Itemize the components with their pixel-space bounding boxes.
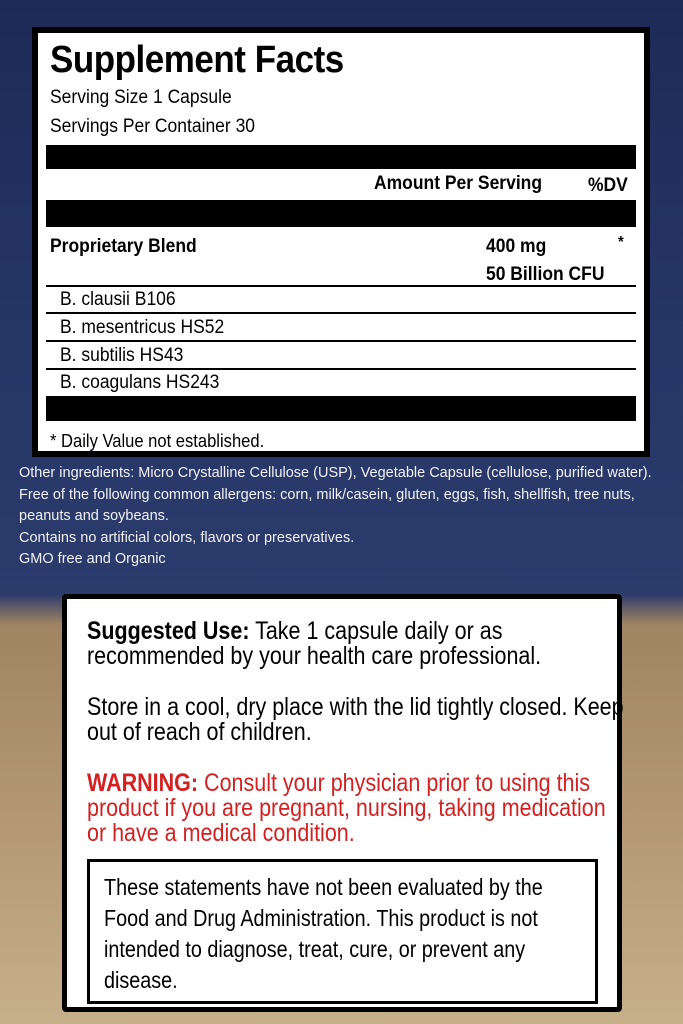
serving-size: Serving Size 1 Capsule <box>50 87 232 108</box>
blend-name: Proprietary Blend <box>50 236 197 257</box>
suggested-use-panel <box>62 594 622 1012</box>
rule <box>46 285 636 287</box>
gmo-statement: GMO free and Organic <box>19 551 166 567</box>
other-ingredients: Other ingredients: Micro Crystalline Cellulose (USP), Vegetable Capsule (cellulose, purified water). <box>19 465 652 481</box>
dv-header: %DV <box>588 175 628 196</box>
fda-disclaimer-text: These statements have not been evaluated by the Food and Drug Administration. This product is not intended to diagnose, treat, cure, or prevent any disease. <box>104 874 543 993</box>
warning-label: WARNING: <box>87 769 199 797</box>
amount-per-serving-header: Amount Per Serving <box>374 173 543 194</box>
suggested-use-text: Take 1 capsule daily or as recommended by your health care professional. <box>87 617 542 670</box>
daily-value-footnote: * Daily Value not established. <box>50 431 265 451</box>
rule <box>46 312 636 314</box>
suggested-use-paragraph <box>87 619 620 669</box>
thick-rule-middle <box>46 200 636 227</box>
storage-paragraph: Store in a cool, dry place with the lid tightly closed. Keep out of reach of children. <box>87 693 624 746</box>
thick-rule-bottom <box>46 396 636 421</box>
blend-amount: 400 mg <box>486 236 547 257</box>
ingredient-notes <box>19 463 669 571</box>
ingredient-row: B. subtilis HS43 <box>60 345 184 366</box>
suggested-use-label: Suggested Use: <box>87 617 250 645</box>
blend-cfu: 50 Billion CFU <box>486 264 605 285</box>
rule <box>46 368 636 370</box>
fda-disclaimer-box <box>87 859 598 1004</box>
thick-rule-top <box>46 145 636 169</box>
blend-dv: * <box>618 234 624 251</box>
warning-paragraph <box>87 771 620 846</box>
servings-per-container: Servings Per Container 30 <box>50 116 256 137</box>
facts-title: Supplement Facts <box>50 39 344 81</box>
ingredient-row: B. mesentricus HS52 <box>60 317 225 338</box>
ingredient-row: B. clausii B106 <box>60 289 176 310</box>
no-artificial-statement: Contains no artificial colors, flavors or preservatives. <box>19 529 355 546</box>
allergen-statement: Free of the following common allergens: corn, milk/casein, gluten, eggs, fish, shellfish, tree nuts, peanuts and soybeans. <box>19 486 635 524</box>
ingredient-row: B. coagulans HS243 <box>60 372 220 393</box>
supplement-facts-panel <box>32 27 650 457</box>
warning-text: Consult your physician prior to using this product if you are pregnant, nursing, taking medication or have a medical condition. <box>87 769 606 847</box>
rule <box>46 340 636 342</box>
